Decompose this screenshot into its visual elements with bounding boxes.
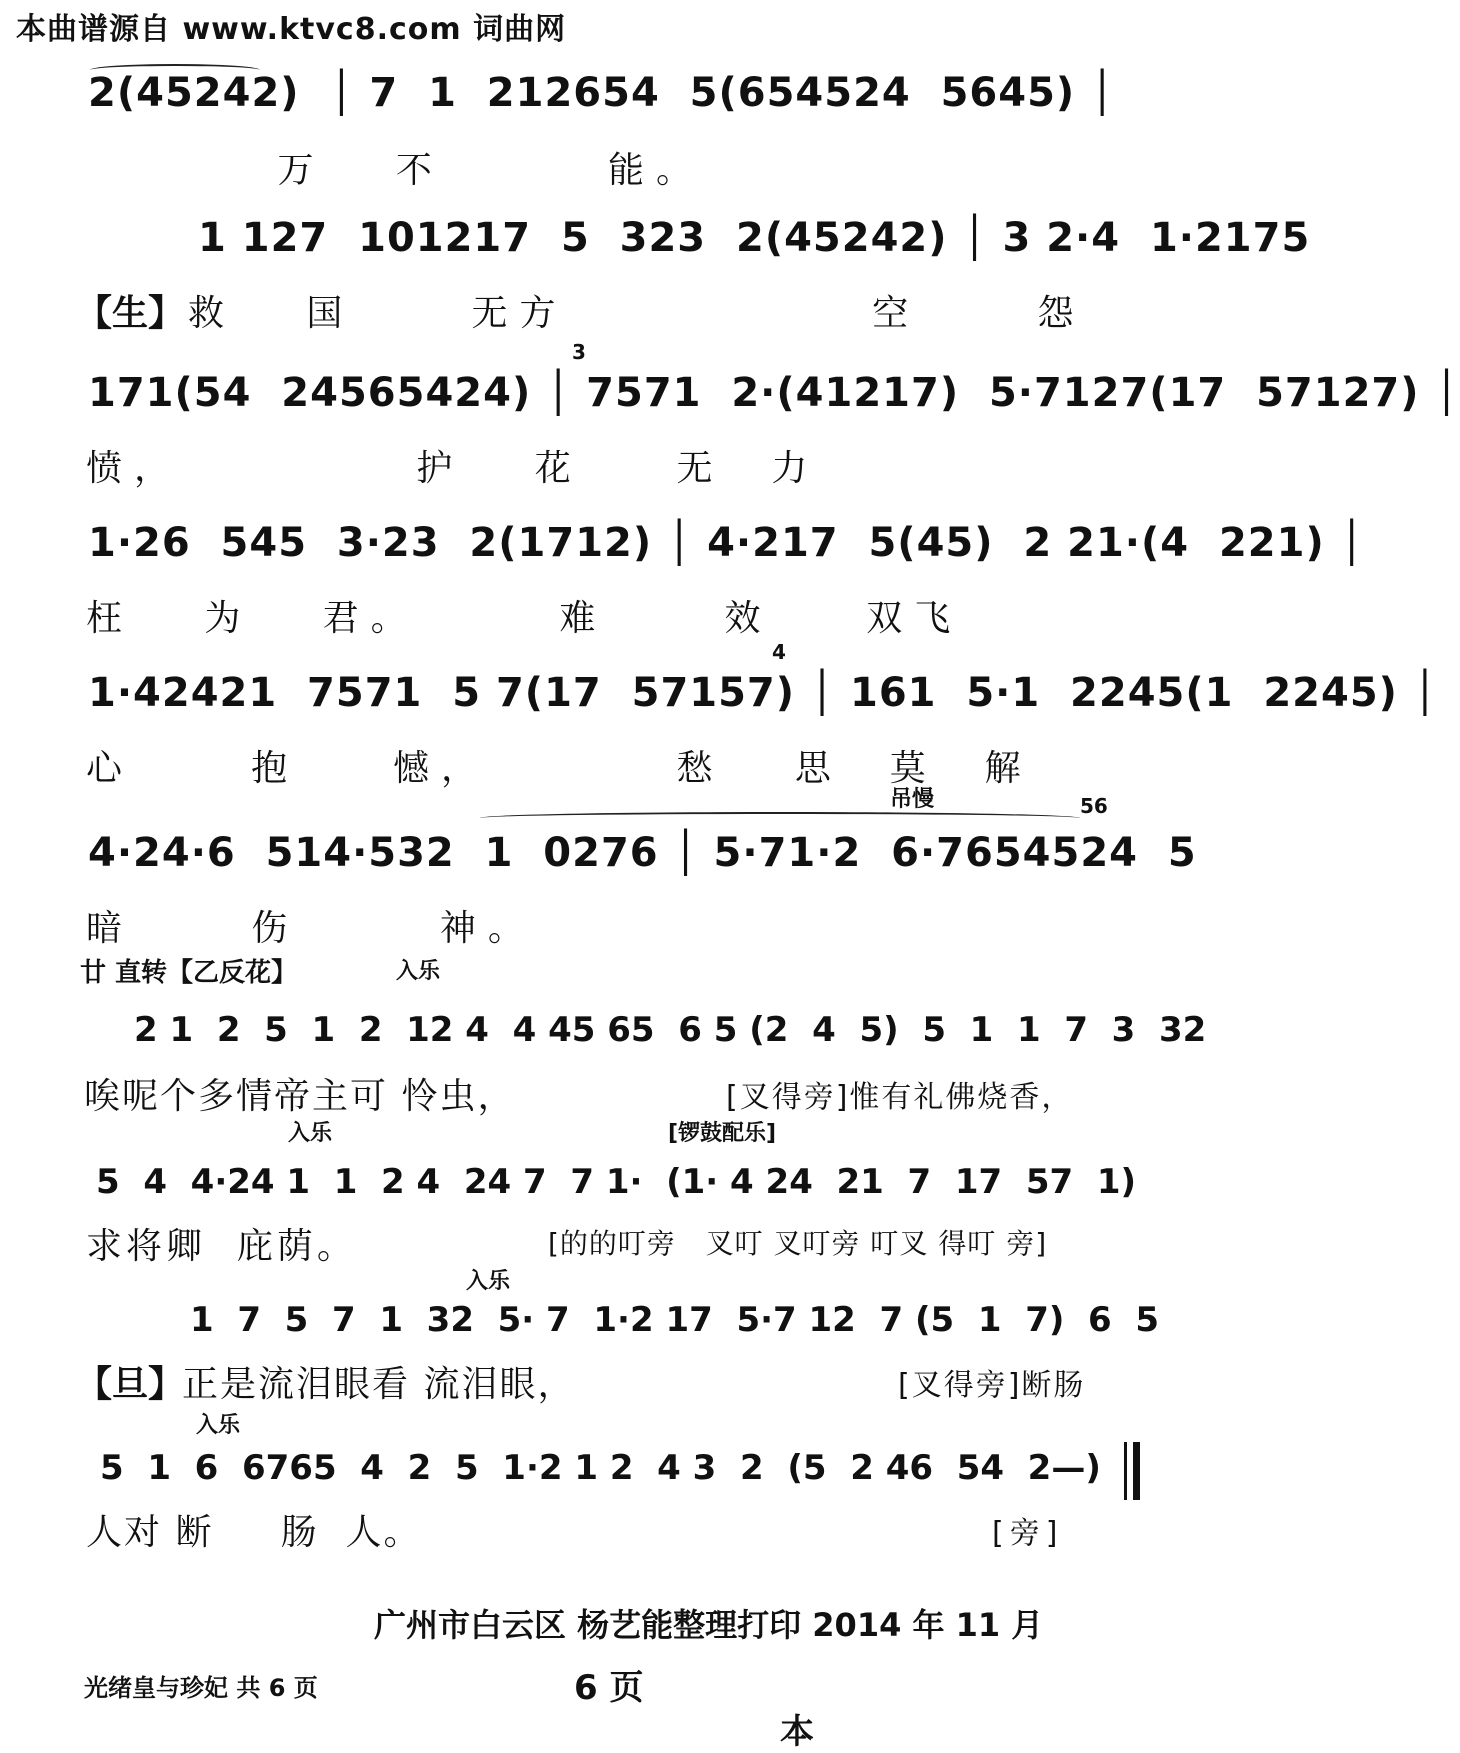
jianpu-notes: 5 4 4·24 1 1 2 4 24 7 7 1· (1· 4 24 21 7 17 57 1)	[96, 1162, 1137, 1202]
page-number: 6 页	[574, 1668, 644, 1708]
lyrics: 心 抱 憾， 愁 思 莫 解	[86, 748, 1033, 789]
lyrics: 求将卿 庇荫。	[86, 1226, 357, 1267]
lyrics: 愤， 护 花 无 力	[86, 448, 820, 489]
jianpu-notes: 171(54 24565424) │ 7571 2·(41217) 5·7127(17 57127) │	[88, 370, 1460, 416]
grace-note: 3	[572, 340, 586, 364]
final-barline	[1124, 1442, 1139, 1500]
grace-note: 56	[1080, 794, 1108, 818]
section-mark: 廿 直转【乙反花】	[80, 958, 298, 988]
tempo-mark: 吊慢	[890, 787, 935, 812]
lyrics: 唉呢个多情帝主可 怜虫，	[84, 1076, 516, 1117]
jianpu-notes: 1·42421 7571 5 7(17 57157) │ 161 5·1 2245(1 2245) │	[88, 670, 1438, 716]
jianpu-notes: 1 7 5 7 1 32 5· 7 1·2 17 5·7 12 7 (5 1 7) 6 5	[190, 1300, 1160, 1340]
role-label-sheng: 【生】	[76, 293, 185, 334]
music-entry-mark: 入乐	[196, 1413, 241, 1438]
jianpu-notes: 4·24·6 514·532 1 0276 │ 5·71·2 6·7654524 5	[88, 830, 1197, 876]
lyrics: 枉 为 君。 难 效 双飞	[86, 598, 963, 639]
percussion-cue: [叉得旁]惟有礼佛烧香，	[726, 1080, 1074, 1115]
credit-line: 广州市白云区 杨艺能整理打印 2014 年 11 月	[374, 1606, 1044, 1644]
lyrics: 救 国 无方 空 怨	[188, 293, 1086, 334]
percussion-section-mark: [锣鼓配乐]	[668, 1121, 777, 1146]
slur	[480, 812, 1080, 824]
percussion-cue: [叉得旁]断肠	[898, 1368, 1086, 1403]
jianpu-notes: 2(45242) │ 7 1 212654 5(654524 5645) │	[88, 70, 1116, 116]
music-entry-mark: 入乐	[396, 959, 441, 984]
role-label-dan: 【旦】	[76, 1364, 185, 1405]
lyrics: 人对 断 肠 人。	[86, 1512, 422, 1553]
jianpu-notes: 2 1 2 5 1 2 12 4 4 45 65 6 5 (2 4 5) 5 1 1 7 3 32	[134, 1010, 1207, 1050]
source-header: 本曲谱源自 www.ktvc8.com 词曲网	[16, 12, 567, 47]
music-entry-mark: 入乐	[466, 1269, 511, 1294]
percussion-cue: [旁]	[992, 1516, 1064, 1551]
lyrics: 正是流泪眼看 流泪眼，	[182, 1364, 576, 1405]
bottom-fragment: 本	[780, 1712, 814, 1752]
jianpu-notes: 1·26 545 3·23 2(1712) │ 4·217 5(45) 2 21·(4 221) │	[88, 520, 1365, 566]
percussion-cue: [的的叮旁 叉叮 叉叮旁 叮叉 得叮 旁]	[548, 1227, 1048, 1260]
lyrics: 万 不 能。	[90, 150, 704, 191]
jianpu-notes: 5 1 6 6765 4 2 5 1·2 1 2 4 3 2 (5 2 46 54 2—)	[100, 1448, 1101, 1488]
score-title-footer: 光绪皇与珍妃 共 6 页	[84, 1674, 318, 1702]
grace-note: 4	[772, 640, 786, 664]
jianpu-notes: 1 127 101217 5 323 2(45242) │ 3 2·4 1·2175	[198, 215, 1311, 261]
lyrics: 暗 伤 神。	[86, 908, 536, 949]
music-entry-mark: 入乐	[288, 1121, 333, 1146]
